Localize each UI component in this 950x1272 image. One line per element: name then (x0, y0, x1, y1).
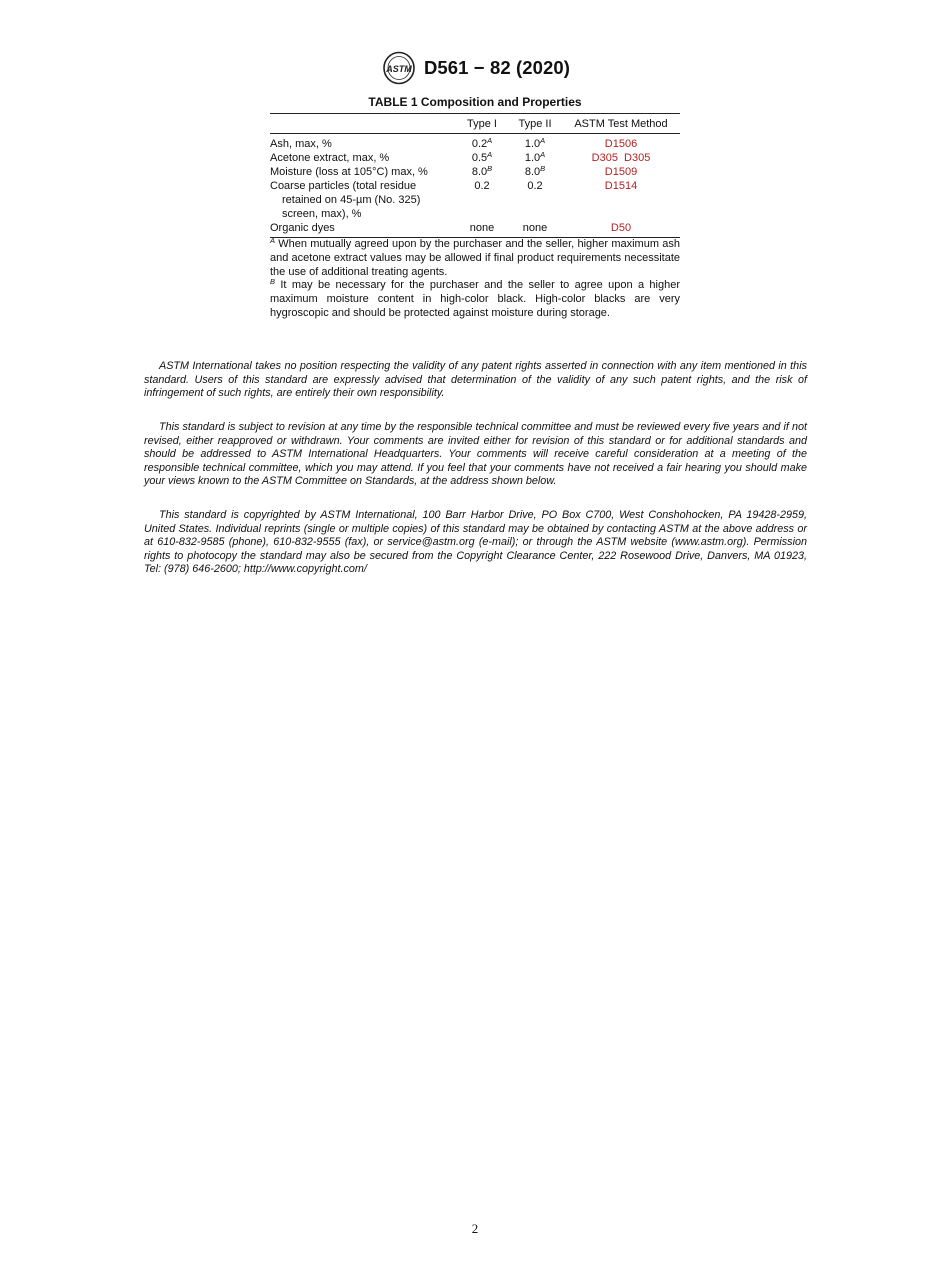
header-type-1: Type I (456, 114, 508, 134)
test-method-link[interactable]: D305 D305 (591, 152, 651, 164)
page-number: 2 (471, 1221, 479, 1236)
header-property (270, 114, 456, 134)
test-method-link[interactable]: D1514 (604, 180, 638, 192)
property-cell: Coarse particles (total residue retained on 45-µm (No. 325) screen, max), % (270, 180, 421, 220)
copyright-notice: This standard is copyrighted by ASTM International, 100 Barr Harbor Drive, PO Box C700, West Conshohocken, PA 19428-2959, United States. Individual reprints (single or multiple copies) of this standard may be obtained by contacting ASTM at the above address or at 610-832-9585 (phone), 610-832-9555 (fax), or service@astm.org (e-mail); or through the ASTM website (www.astm.org). Permission rights to photocopy the standard may also be secured from the Copyright Clearance Center, 222 Rosewood Drive, Danvers, MA 01923, Tel: (978) 646-2600; http://www.copyright.com/ (144, 509, 807, 576)
header-type-2: Type II (508, 114, 562, 134)
table-row (270, 151, 680, 165)
type-2-cell: 0.2 (527, 180, 543, 192)
revision-notice: This standard is subject to revision at any time by the responsible technical committee and must be reviewed every five years and if not revised, either reapproved or withdrawn. Your comments are invited either for revision of this standard or for additional standards and should be addressed to ASTM International Headquarters. Your comments will receive careful consideration at a meeting of the responsible technical committee, which you may attend. If you feel that your comments have not received a fair hearing you should make your views known to the ASTM Committee on Standards, at the address shown below. (144, 421, 807, 488)
table-footnotes (270, 238, 680, 321)
header-test-method: ASTM Test Method (562, 114, 680, 134)
table-header-row (270, 114, 680, 134)
table-row (270, 221, 680, 238)
footnote-a: $^A$ When mutually agreed upon by the purchaser and the seller, higher maximum ash and acetone extract values may be allowed if final product requirements necessitate the use of additional treating agents. (270, 236, 680, 278)
table-title: TABLE 1 Composition and Properties (368, 95, 582, 109)
svg-text:ASTM: ASTM (386, 64, 412, 74)
type-1-cell: $0.2^A$ (471, 136, 493, 150)
test-method-link[interactable]: D50 (562, 221, 680, 238)
property-cell: Moisture (loss at 105°C) max, % (270, 166, 428, 178)
type-2-cell: $1.0^A$ (524, 136, 546, 150)
type-1-cell: $8.0^B$ (471, 164, 493, 178)
type-2-cell: none (508, 221, 562, 238)
property-cell: Ash, max, % (270, 138, 332, 150)
type-1-cell: none (456, 221, 508, 238)
test-method-link[interactable]: D1506 (604, 138, 638, 150)
property-cell: Organic dyes (270, 221, 456, 238)
standard-designation: D561 − 82 (2020) (423, 57, 571, 78)
type-1-cell: $0.5^A$ (471, 150, 493, 164)
type-2-cell: $1.0^A$ (524, 150, 546, 164)
document-header (0, 50, 950, 86)
type-1-cell: 0.2 (474, 180, 490, 192)
footnote-b: $^B$ It may be necessary for the purchaser and the seller to agree upon a higher maximum moisture content in high-color black. High-color blacks are very hygroscopic and should be protected against moisture during storage. (270, 277, 680, 319)
table-row (270, 179, 680, 221)
patent-notice: ASTM International takes no position respecting the validity of any patent rights asserted in connection with any item mentioned in this standard. Users of this standard are expressly advised that determination of the validity of any such patent rights, and the risk of infringement of such rights, are entirely their own responsibility. (144, 360, 807, 400)
astm-logo-icon (380, 51, 418, 85)
table-row (270, 165, 680, 179)
type-2-cell: $8.0^B$ (524, 164, 546, 178)
composition-table (270, 113, 680, 238)
property-cell: Acetone extract, max, % (270, 152, 390, 164)
test-method-link[interactable]: D1509 (604, 166, 638, 178)
table-row (270, 134, 680, 152)
